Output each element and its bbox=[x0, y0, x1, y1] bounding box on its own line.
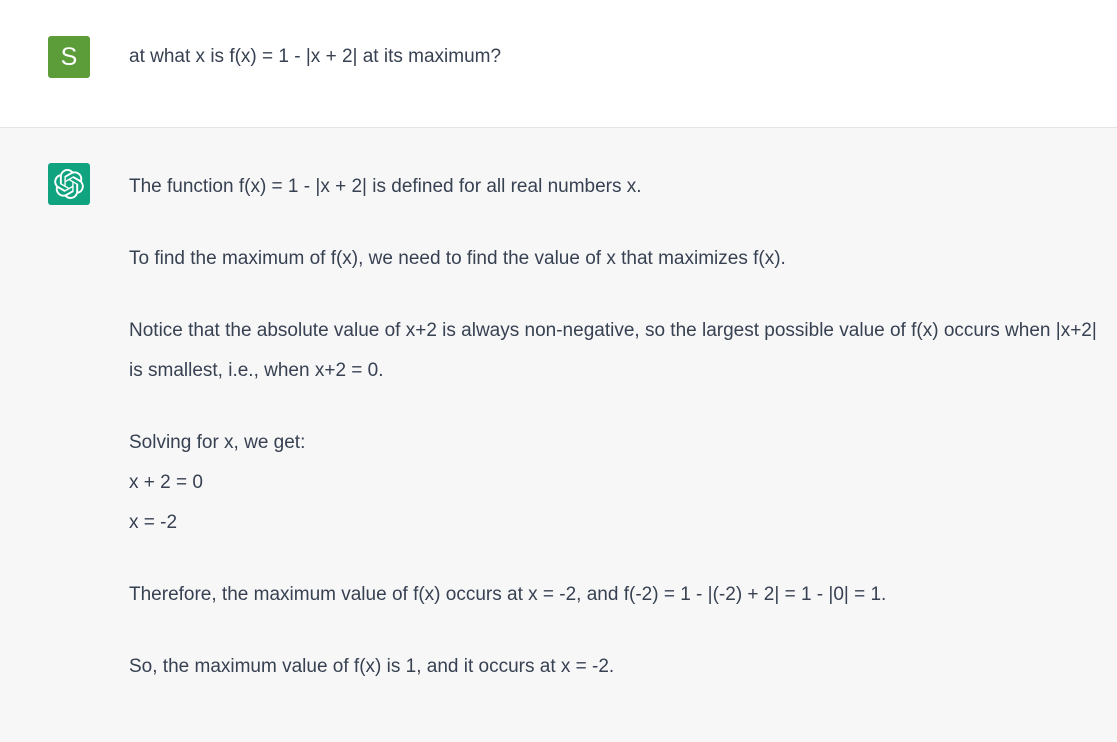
user-avatar-letter: S bbox=[60, 42, 78, 71]
openai-logo-icon bbox=[54, 169, 84, 199]
user-message-paragraph: at what x is f(x) = 1 - |x + 2| at its maximum? bbox=[129, 46, 502, 67]
assistant-paragraph: To find the maximum of f(x), we need to find the value of x that maximizes f(x). bbox=[129, 248, 786, 269]
assistant-paragraph: Solving for x, we get: x + 2 = 0 x = -2 bbox=[129, 432, 306, 533]
user-avatar bbox=[48, 36, 90, 78]
assistant-paragraph: Notice that the absolute value of x+2 is always non-negative, so the largest possible value of f(x) occurs when |x+2| is smallest, i.e., when x+2 = 0. bbox=[129, 320, 1097, 381]
assistant-paragraph: So, the maximum value of f(x) is 1, and it occurs at x = -2. bbox=[129, 656, 615, 677]
assistant-paragraphs bbox=[129, 167, 1097, 687]
assistant-message-row bbox=[0, 128, 1117, 742]
user-message-row bbox=[0, 0, 1117, 128]
assistant-paragraph: Therefore, the maximum value of f(x) occurs at x = -2, and f(-2) = 1 - |(-2) + 2| = 1 - |0| = 1. bbox=[129, 584, 887, 605]
assistant-paragraph: The function f(x) = 1 - |x + 2| is defined for all real numbers x. bbox=[129, 176, 642, 197]
assistant-message-text bbox=[129, 163, 1097, 687]
user-message-text bbox=[129, 36, 1097, 77]
assistant-avatar bbox=[48, 163, 90, 205]
